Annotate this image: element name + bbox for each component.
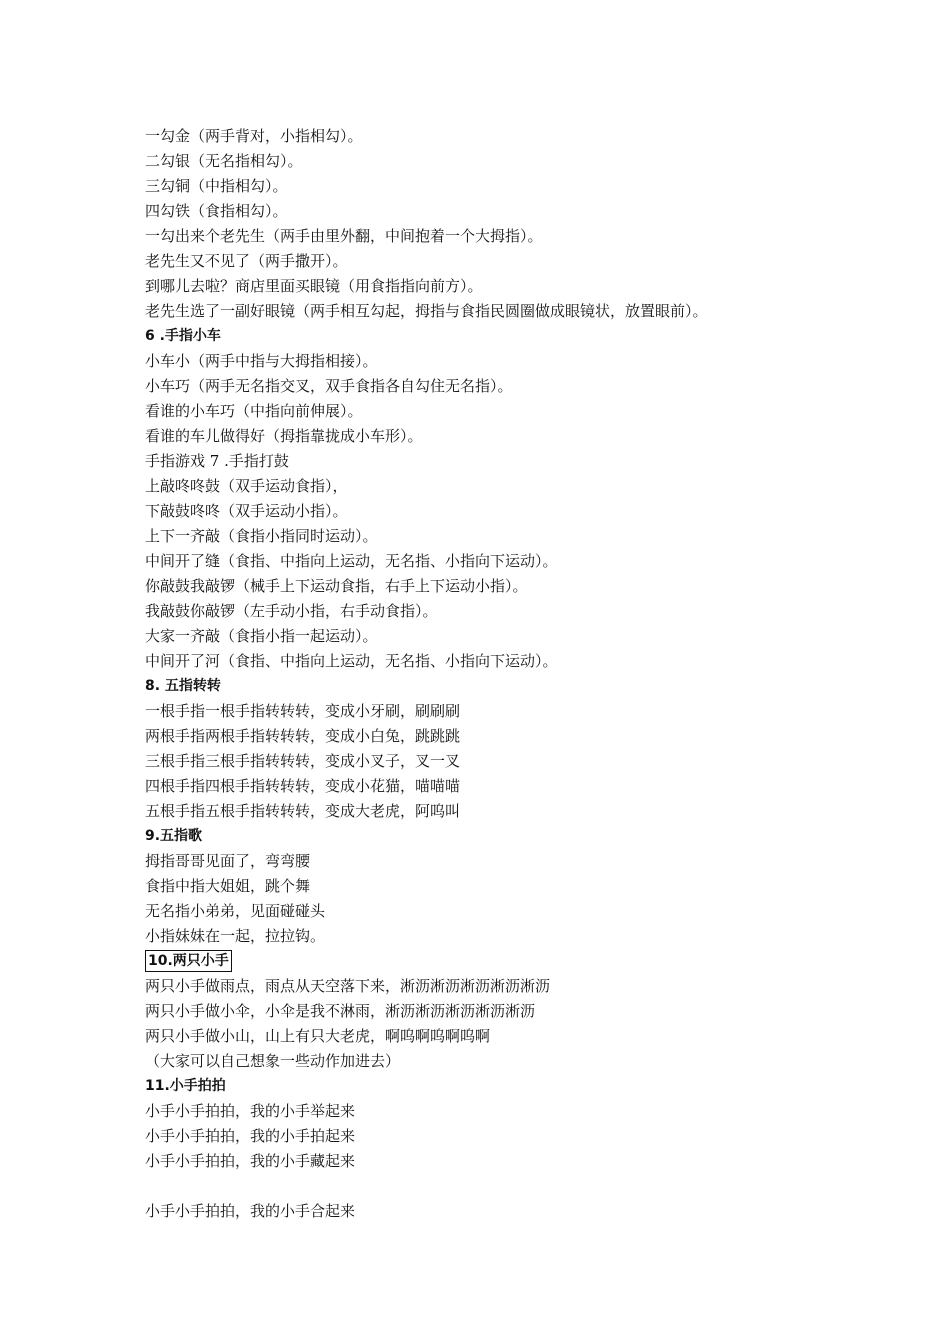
verse-line: 老先生选了一副好眼镜（两手相互勾起，拇指与食指民圆圈做成眼镜状，放置眼前）。: [145, 302, 708, 320]
verse-line: 一根手指一根手指转转转，变成小牙刷，刷刷刷: [145, 702, 461, 720]
verse-line: 看谁的车儿做得好（拇指靠拢成小车形）。: [145, 427, 423, 445]
verse-line: 小手小手拍拍，我的小手藏起来: [145, 1152, 356, 1170]
verse-block-7: [145, 1199, 865, 1224]
verse-line: 无名指小弟弟，见面碰碰头: [145, 902, 326, 920]
verse-line: 三根手指三根手指转转转，变成小叉子，叉一叉: [145, 752, 461, 770]
verse-line: 看谁的小车巧（中指向前伸展）。: [145, 402, 363, 420]
verse-block-2: [145, 349, 865, 674]
verse-block-1: [145, 124, 865, 324]
verse-line: 二勾银（无名指相勾）。: [145, 152, 303, 170]
verse-line: 两只小手做小伞，小伞是我不淋雨，淅沥淅沥淅沥淅沥淅沥: [145, 1002, 536, 1020]
blank-line: [145, 1174, 865, 1199]
verse-line: 小手小手拍拍，我的小手举起来: [145, 1102, 356, 1120]
verse-line: 我敲鼓你敲锣（左手动小指，右手动食指）。: [145, 602, 438, 620]
verse-block-3: [145, 699, 865, 824]
verse-line: 老先生又不见了（两手撒开）。: [145, 252, 348, 270]
verse-line: 中间开了缝（食指、中指向上运动，无名指、小指向下运动）。: [145, 552, 558, 570]
verse-line: 两根手指两根手指转转转，变成小白兔，跳跳跳: [145, 727, 461, 745]
verse-line: 两只小手做雨点，雨点从天空落下来，淅沥淅沥淅沥淅沥淅沥: [145, 977, 551, 995]
verse-line: 中间开了河（食指、中指向上运动，无名指、小指向下运动）。: [145, 652, 558, 670]
verse-line: 拇指哥哥见面了，弯弯腰: [145, 852, 311, 870]
verse-line: 上敲咚咚鼓（双手运动食指），: [145, 477, 348, 495]
verse-line: 你敲鼓我敲锣（械手上下运动食指，右手上下运动小指）。: [145, 577, 528, 595]
verse-line: 四根手指四根手指转转转，变成小花猫，喵喵喵: [145, 777, 461, 795]
verse-line: 三勾铜（中指相勾）。: [145, 177, 288, 195]
verse-line: 下敲鼓咚咚（双手运动小指）。: [145, 502, 348, 520]
verse-line: 两只小手做小山，山上有只大老虎，啊呜啊呜啊呜啊: [145, 1027, 491, 1045]
verse-line: 大家一齐敲（食指小指一起运动）。: [145, 627, 378, 645]
verse-block-4: [145, 849, 865, 949]
verse-line: 小手小手拍拍，我的小手拍起来: [145, 1127, 356, 1145]
verse-line: 小手小手拍拍，我的小手合起来: [145, 1202, 356, 1220]
document-page: [145, 124, 865, 1224]
verse-line: 小车巧（两手无名指交叉，双手食指各自勾住无名指）。: [145, 377, 513, 395]
section-heading-10-wrapper: [145, 949, 865, 974]
verse-block-5: [145, 974, 865, 1074]
verse-line: 食指中指大姐姐，跳个舞: [145, 877, 311, 895]
verse-line: 手指游戏 7 .手指打鼓: [145, 452, 289, 470]
verse-line: 一勾出来个老先生（两手由里外翻，中间抱着一个大拇指）。: [145, 227, 543, 245]
section-heading-8: 8. 五指转转: [145, 678, 221, 694]
verse-line: 五根手指五根手指转转转，变成大老虎，阿呜叫: [145, 802, 461, 820]
verse-line: 上下一齐敲（食指小指同时运动）。: [145, 527, 378, 545]
verse-line: 四勾铁（食指相勾）。: [145, 202, 288, 220]
verse-line: 到哪儿去啦？商店里面买眼镜（用食指指向前方）。: [145, 277, 483, 295]
verse-line: 小指妹妹在一起，拉拉钩。: [145, 927, 326, 945]
verse-line: 一勾金（两手背对，小指相勾）。: [145, 127, 363, 145]
section-heading-9: 9.五指歌: [145, 828, 203, 844]
section-heading-10: 10.两只小手: [145, 950, 232, 972]
verse-line: （大家可以自己想象一些动作加进去）: [145, 1052, 401, 1070]
section-heading-6: 6 .手指小车: [145, 328, 221, 344]
verse-line: 小车小（两手中指与大拇指相接）。: [145, 352, 378, 370]
verse-block-6: [145, 1099, 865, 1174]
section-heading-11: 11.小手拍拍: [145, 1078, 226, 1094]
